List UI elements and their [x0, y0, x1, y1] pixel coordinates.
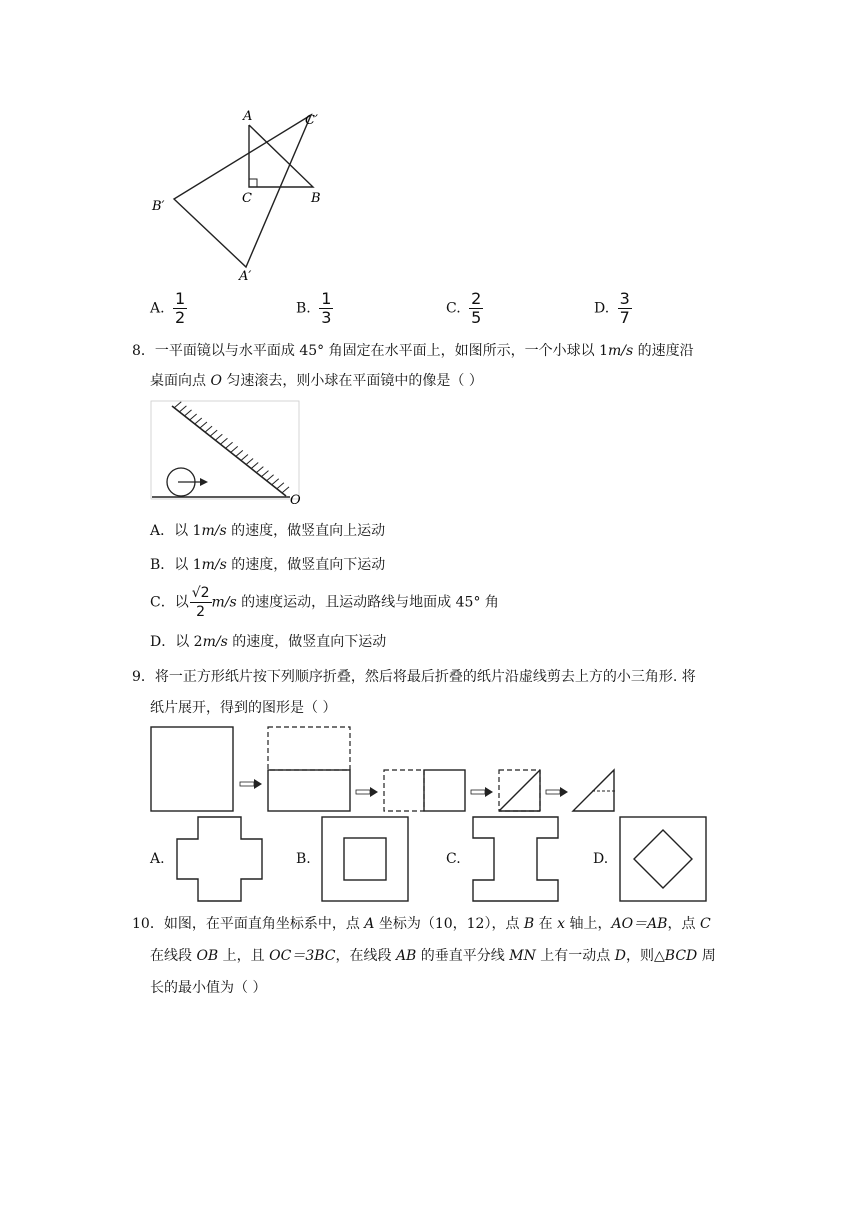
math: OC＝3BC	[269, 948, 336, 964]
denominator: 2	[175, 308, 186, 327]
text: A．以 1	[150, 523, 202, 539]
denominator: 5	[471, 308, 482, 327]
denominator: 2	[196, 604, 206, 620]
label-C-prime: C′	[305, 113, 318, 128]
q9-option-b-label[interactable]: B.	[296, 851, 311, 867]
text: 在	[534, 916, 558, 932]
q10-stem-line-3: 长的最小值为（ ）	[150, 980, 267, 996]
text: 的速度运动，且运动路线与地面成 45° 角	[236, 594, 499, 611]
q9-stem-line-1: 9．将一正方形纸片按下列顺序折叠，然后将最后折叠的纸片沿虚线剪去上方的小三角形. 将	[132, 669, 696, 685]
arrow-icon	[356, 787, 378, 797]
q8-stem-line-2	[150, 370, 483, 390]
q9-option-c-label[interactable]: C.	[446, 851, 461, 867]
arrow-icon	[546, 787, 568, 797]
label-O: O	[290, 493, 301, 508]
fraction	[190, 584, 212, 621]
q9-option-a-label[interactable]: A.	[150, 851, 165, 867]
numerator: √2	[191, 585, 210, 601]
math: x	[557, 916, 566, 932]
q7-option-b[interactable]	[296, 290, 333, 327]
q10-stem-line-1	[132, 913, 711, 933]
text: 的速度，做竖直向下运动	[226, 557, 386, 573]
math: MN	[509, 948, 536, 964]
text: 的速度沿	[633, 343, 694, 359]
math: A	[364, 916, 375, 932]
fraction	[319, 290, 333, 327]
text: 上，且	[218, 948, 270, 964]
option-letter: D.	[594, 300, 610, 317]
text: 桌面向点	[150, 373, 211, 389]
q8-option-c[interactable]	[150, 584, 499, 621]
fraction	[173, 290, 187, 327]
text: ，点	[667, 916, 700, 932]
text: 轴上，	[565, 916, 612, 932]
q8-option-b[interactable]	[150, 554, 385, 574]
q8-stem-line-1	[132, 340, 694, 360]
text: 匀速滚去，则小球在平面镜中的像是（ ）	[221, 373, 483, 389]
numerator: 1	[175, 289, 186, 308]
option-letter: A.	[150, 300, 165, 317]
numerator: 2	[471, 289, 482, 308]
q9-folding-figure	[148, 724, 618, 816]
label-B: B	[311, 191, 321, 206]
numerator: 3	[619, 289, 630, 308]
text: 的速度，做竖直向下运动	[227, 634, 387, 650]
arrow-icon	[471, 787, 493, 797]
text: 上有一动点	[535, 948, 615, 964]
math: OB	[196, 948, 219, 964]
math: C	[699, 916, 711, 932]
label-A: A	[243, 109, 253, 124]
text: D．以 2	[150, 634, 203, 650]
math: AB	[395, 948, 417, 964]
q9-option-c-figure[interactable]	[472, 816, 560, 902]
text: 坐标为（10，12），点	[374, 916, 524, 932]
label-A-prime: A′	[239, 269, 252, 284]
q9-option-b-figure[interactable]	[321, 816, 409, 902]
label-C: C	[242, 191, 252, 206]
q7-option-d[interactable]	[594, 290, 632, 327]
q9-option-d-figure[interactable]	[619, 816, 707, 902]
option-letter: B.	[296, 300, 311, 317]
fraction	[618, 290, 632, 327]
unit: m/s	[201, 557, 227, 573]
text: C．以	[150, 594, 189, 611]
q8-figure	[150, 400, 310, 508]
text: 8．一平面镜以与水平面成 45° 角固定在水平面上，如图所示，一个小球以 1	[132, 343, 608, 359]
unit: m/s	[607, 343, 634, 359]
unit: m/s	[211, 594, 237, 611]
q9-option-a-figure[interactable]	[176, 816, 264, 902]
numerator: 1	[321, 289, 332, 308]
q10-stem-line-2	[150, 945, 716, 965]
text: ，则△	[625, 948, 665, 964]
q8-option-d[interactable]	[150, 631, 386, 651]
math: B	[523, 916, 535, 932]
text: 的垂直平分线	[416, 948, 510, 964]
q7-figure	[148, 104, 328, 284]
unit: m/s	[202, 634, 228, 650]
q7-option-c[interactable]	[446, 290, 483, 327]
denominator: 7	[619, 308, 630, 327]
mirror-hatching	[174, 402, 289, 493]
denominator: 3	[321, 308, 332, 327]
math: D	[614, 948, 626, 964]
math: BCD	[664, 948, 698, 964]
text: 周	[697, 948, 716, 964]
fraction	[469, 290, 483, 327]
text: ，在线段	[335, 948, 396, 964]
text: 10．如图，在平面直角坐标系中，点	[132, 916, 365, 932]
q8-option-a[interactable]	[150, 520, 385, 540]
label-B-prime: B′	[152, 199, 165, 214]
q9-option-d-label[interactable]: D.	[593, 851, 609, 867]
text: 的速度，做竖直向上运动	[226, 523, 386, 539]
math: AO＝AB	[611, 916, 668, 932]
point-label: O	[210, 373, 222, 389]
option-letter: C.	[446, 300, 461, 317]
q9-stem-line-2: 纸片展开，得到的图形是（ ）	[150, 700, 337, 716]
arrow-icon	[240, 779, 262, 789]
text: B．以 1	[150, 557, 202, 573]
unit: m/s	[201, 523, 227, 539]
q7-option-a[interactable]	[150, 290, 187, 327]
text: 在线段	[150, 948, 197, 964]
